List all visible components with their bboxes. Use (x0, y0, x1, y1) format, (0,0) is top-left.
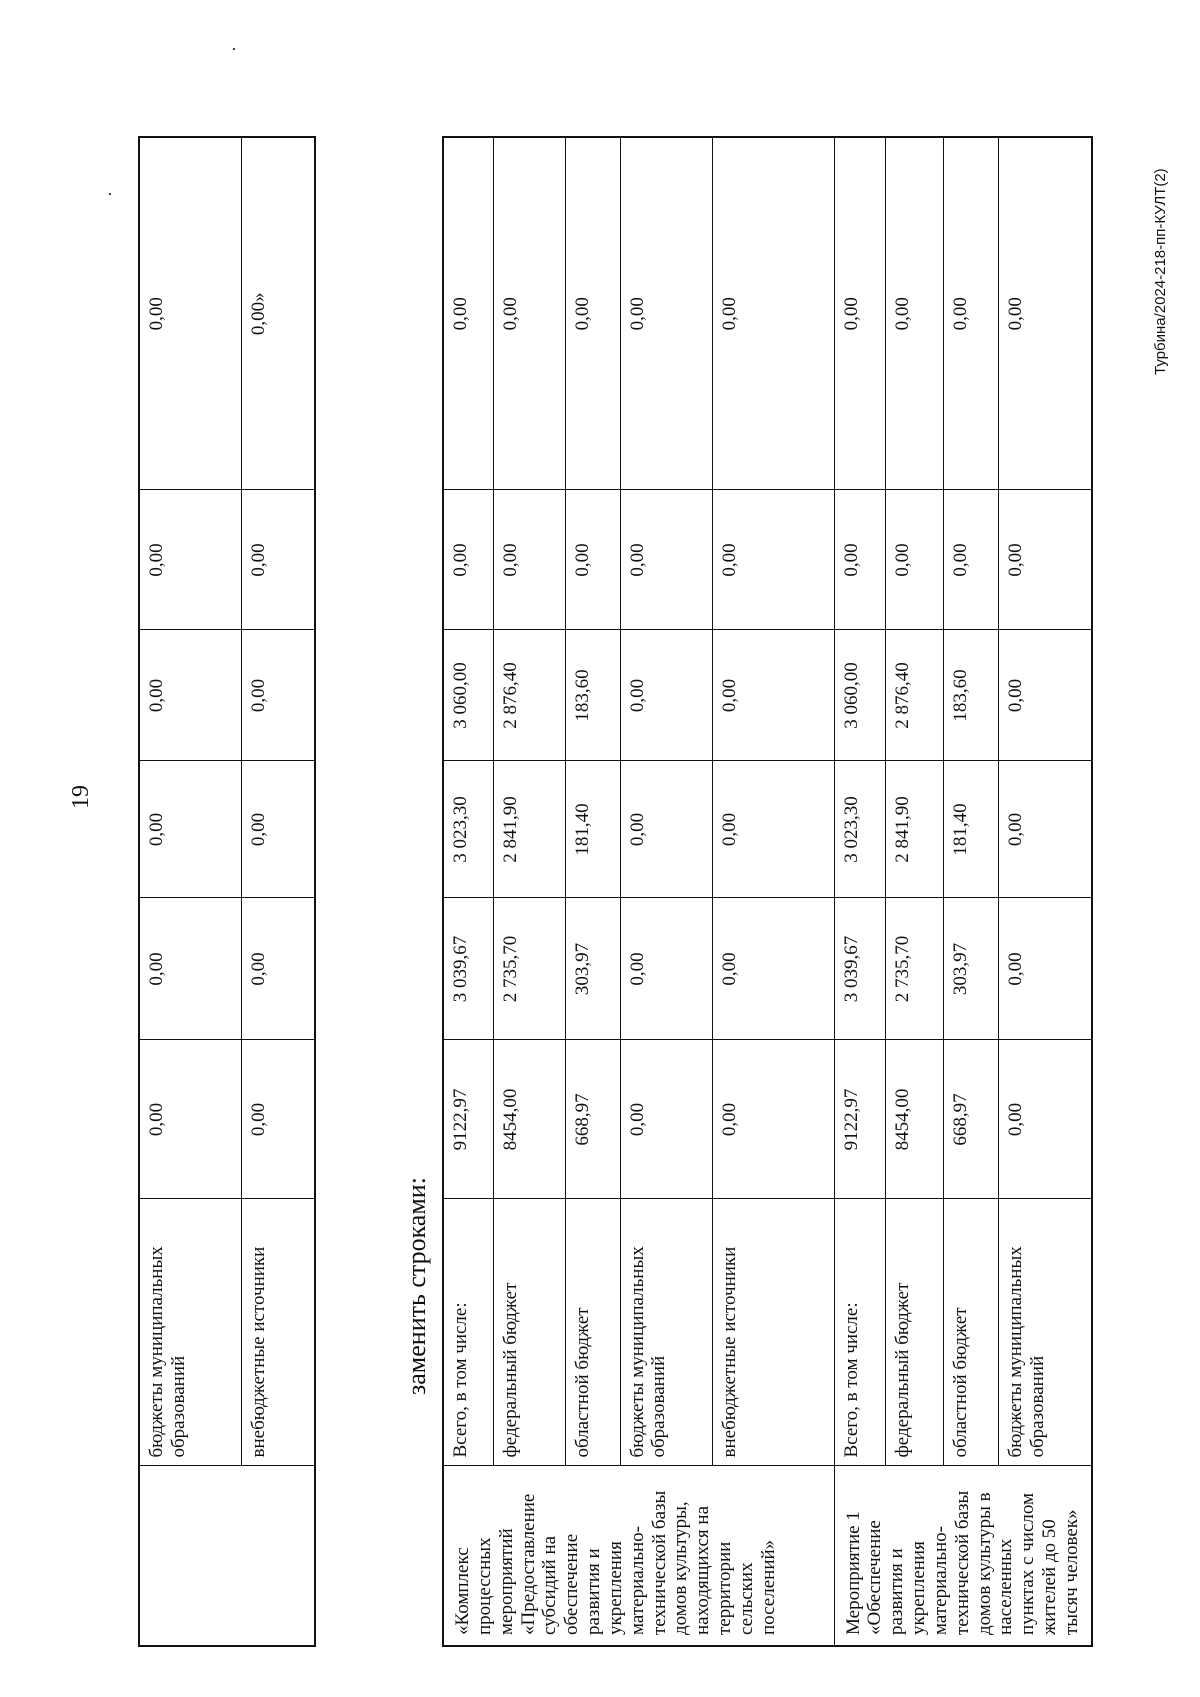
value-cell: 0,00 (999, 630, 1092, 761)
replace-caption: заменить строками: (402, 1177, 431, 1395)
value-cell: 3 060,00 (834, 630, 886, 761)
value-cell: 0,00 (241, 490, 315, 630)
value-cell: 0,00 (565, 137, 620, 490)
value-cell: 183,60 (943, 630, 999, 761)
budget-table-bottom (442, 136, 1093, 1647)
value-cell: 8454,00 (886, 1040, 944, 1199)
document-code: Турбина/2024-218-пп-КУЛТ(2) (1152, 168, 1169, 375)
value-cell: 0,00 (712, 137, 834, 490)
table-row (241, 137, 315, 1646)
value-cell: 0,00 (139, 630, 241, 761)
value-cell: 0,00 (620, 137, 712, 490)
program-title-cell: «Комплекс процессных мероприятий «Предоставление субсидий на обеспечение развития и укрепления материально-технической базы домов культуры, находящихся на территории сельских поселений» (443, 1466, 834, 1646)
value-cell: 0,00 (712, 490, 834, 630)
value-cell: 2 735,70 (886, 898, 944, 1040)
value-cell: 0,00 (886, 137, 944, 490)
value-cell: 2 841,90 (493, 761, 565, 898)
page-number: 19 (68, 785, 94, 809)
value-cell: 0,00 (999, 898, 1092, 1040)
row-label: федеральный бюджет (886, 1199, 944, 1466)
table-row (712, 137, 834, 1646)
value-cell: 0,00 (443, 137, 493, 490)
value-cell: 0,00 (241, 761, 315, 898)
value-cell: 0,00 (493, 490, 565, 630)
value-cell: 0,00 (712, 898, 834, 1040)
row-label: внебюджетные источники (241, 1199, 315, 1466)
value-cell: 0,00 (620, 1040, 712, 1199)
value-cell: 3 039,67 (443, 898, 493, 1040)
row-label: федеральный бюджет (493, 1199, 565, 1466)
table-row (443, 137, 493, 1646)
table-row (834, 137, 886, 1646)
value-cell: 0,00 (834, 137, 886, 490)
value-cell: 0,00 (493, 137, 565, 490)
value-cell: 0,00 (999, 490, 1092, 630)
row-label: внебюджетные источники (712, 1199, 834, 1466)
value-cell: 3 023,30 (443, 761, 493, 898)
value-cell: 0,00 (139, 898, 241, 1040)
value-cell: 0,00 (139, 1040, 241, 1199)
row-label: областной бюджет (565, 1199, 620, 1466)
value-cell: 2 876,40 (886, 630, 944, 761)
value-cell: 0,00 (620, 898, 712, 1040)
value-cell: 0,00 (999, 1040, 1092, 1199)
value-cell: 0,00 (834, 490, 886, 630)
value-cell: 8454,00 (493, 1040, 565, 1199)
value-cell: 0,00 (139, 490, 241, 630)
table-row (493, 137, 565, 1646)
value-cell: 2 876,40 (493, 630, 565, 761)
row-label: бюджеты муниципальных образований (999, 1199, 1092, 1466)
value-cell: 668,97 (943, 1040, 999, 1199)
value-cell: 0,00 (241, 1040, 315, 1199)
value-cell: 0,00 (620, 761, 712, 898)
row-label: Всего, в том числе: (443, 1199, 493, 1466)
value-cell: 2 841,90 (886, 761, 944, 898)
table-row (943, 137, 999, 1646)
value-cell: 9122,97 (834, 1040, 886, 1199)
row-label: бюджеты муниципальных образований (139, 1199, 241, 1466)
value-cell: 0,00 (241, 898, 315, 1040)
empty-title-cell (139, 1466, 315, 1646)
value-cell: 181,40 (565, 761, 620, 898)
value-cell: 0,00 (139, 137, 241, 490)
scan-speck: · (224, 46, 244, 52)
program-title-cell: Мероприятие 1 «Обеспечение развития и укрепления материально-технической базы домов культуры в населенных пунктах с числом жителей до 50 тысяч человек» (834, 1466, 1092, 1646)
value-cell: 0,00 (943, 137, 999, 490)
table-row (886, 137, 944, 1646)
value-cell: 2 735,70 (493, 898, 565, 1040)
value-cell: 183,60 (565, 630, 620, 761)
table-row (565, 137, 620, 1646)
value-cell: 3 023,30 (834, 761, 886, 898)
table-row (999, 137, 1092, 1646)
table-row (620, 137, 712, 1646)
value-cell: 0,00» (241, 137, 315, 490)
value-cell: 181,40 (943, 761, 999, 898)
scan-speck: · (100, 191, 120, 197)
row-label: Всего, в том числе: (834, 1199, 886, 1466)
value-cell: 0,00 (999, 137, 1092, 490)
value-cell: 3 039,67 (834, 898, 886, 1040)
value-cell: 0,00 (139, 761, 241, 898)
value-cell: 3 060,00 (443, 630, 493, 761)
budget-table-top (138, 136, 316, 1647)
value-cell: 0,00 (886, 490, 944, 630)
value-cell: 0,00 (565, 490, 620, 630)
value-cell: 303,97 (943, 898, 999, 1040)
value-cell: 0,00 (241, 630, 315, 761)
row-label: областной бюджет (943, 1199, 999, 1466)
value-cell: 0,00 (999, 761, 1092, 898)
value-cell: 0,00 (712, 761, 834, 898)
value-cell: 0,00 (943, 490, 999, 630)
value-cell: 0,00 (712, 630, 834, 761)
row-label: бюджеты муниципальных образований (620, 1199, 712, 1466)
value-cell: 668,97 (565, 1040, 620, 1199)
value-cell: 0,00 (443, 490, 493, 630)
value-cell: 9122,97 (443, 1040, 493, 1199)
value-cell: 303,97 (565, 898, 620, 1040)
value-cell: 0,00 (620, 630, 712, 761)
value-cell: 0,00 (620, 490, 712, 630)
table-row (139, 137, 241, 1646)
value-cell: 0,00 (712, 1040, 834, 1199)
